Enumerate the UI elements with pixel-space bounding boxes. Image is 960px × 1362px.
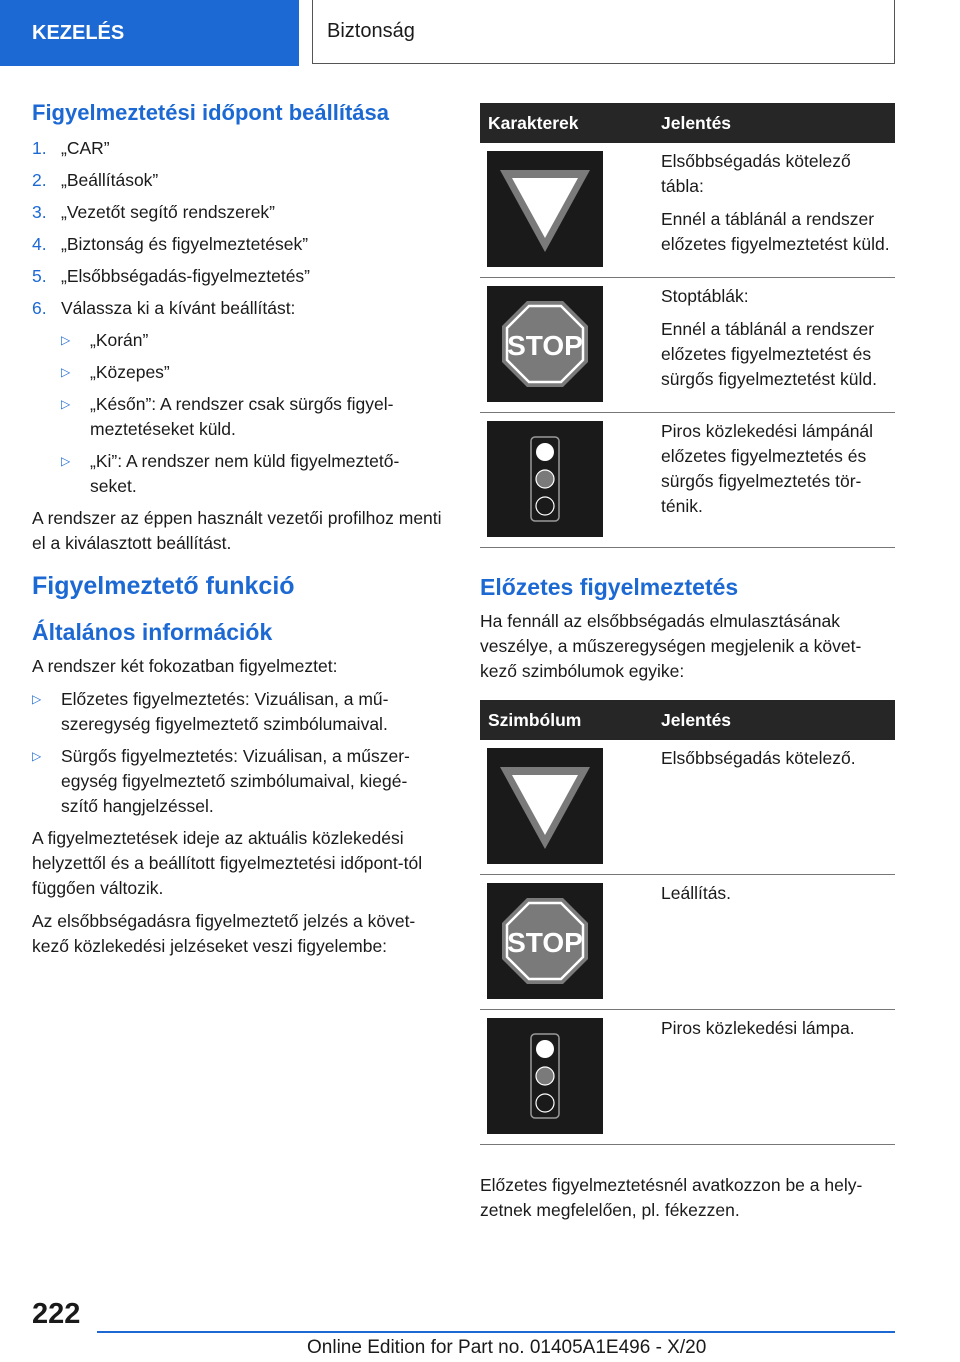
bullet-triangle-icon: ▷	[61, 454, 71, 468]
yield-sign-icon	[487, 151, 603, 267]
column-header: Szimbólum	[480, 700, 653, 740]
list-item: 4. „Biztonság és figyelmeztetések”	[32, 234, 309, 254]
yield-sign-icon	[487, 748, 603, 864]
heading-general-info: Általános információk	[32, 619, 273, 645]
list-item: 5. „Elsőbbségadás-figyelmeztetés”	[32, 266, 311, 286]
list-item: 1. „CAR”	[32, 138, 110, 158]
list-item: 2. „Beállítások”	[32, 170, 159, 190]
column-header: Jelentés	[653, 700, 895, 740]
column-header: Karakterek	[480, 103, 653, 143]
list-item: ▷ „Későn”: A rendszer csak sürgős figyel- meztetéseket küld.	[61, 392, 452, 442]
svg-text:STOP: STOP	[507, 330, 583, 361]
section-title: KEZELÉS	[32, 21, 125, 44]
bullet-triangle-icon: ▷	[61, 333, 71, 347]
list-item: 3. „Vezetőt segítő rendszerek”	[32, 202, 275, 222]
table-row: Elsőbbségadás kötelező.	[480, 740, 895, 875]
list-item: ▷ Sürgős figyelmeztetés: Vizuálisan, a műszer- egység figyelmeztető szimbólumaival, kiegé- szítő hangjelzéssel.	[32, 744, 452, 819]
table-row: Piros közlekedési lámpa.	[480, 1010, 895, 1145]
stop-sign-icon	[487, 286, 603, 402]
paragraph: A figyelmeztetések ideje az aktuális közlekedési helyzettől és a beállított figyelmeztetési időpont-tól függően változik.	[32, 828, 423, 898]
list-item: ▷ „Korán”	[61, 328, 452, 353]
bullet-triangle-icon: ▷	[61, 365, 71, 379]
footer-divider	[97, 1331, 895, 1333]
table-row: STOP Stoptáblák: Ennél a táblánál a rendszer előzetes figyelmeztetést és sürgős figyelmeztetést küld.	[480, 278, 895, 413]
stop-sign-icon	[487, 883, 603, 999]
edition-text: Online Edition for Part no. 01405A1E496 - X/20	[307, 1337, 707, 1358]
table-header-row	[480, 103, 895, 143]
svg-text:STOP: STOP	[507, 927, 583, 958]
steps-list	[32, 136, 452, 321]
table-row: Elsőbbségadás kötelező tábla: Ennél a táblánál a rendszer előzetes figyelmeztetést küld.	[480, 143, 895, 278]
table-row: STOP Leállítás.	[480, 875, 895, 1010]
column-header: Jelentés	[653, 103, 895, 143]
list-item: ▷ „Ki”: A rendszer nem küld figyelmeztető- seket.	[61, 449, 452, 499]
topic-title: Biztonság	[327, 20, 415, 42]
list-item: ▷ „Közepes”	[61, 360, 452, 385]
right-column	[480, 103, 895, 1231]
list-item: ▷ Előzetes figyelmeztetés: Vizuálisan, a mű- szeregység figyelmeztető szimbólumaival.	[32, 687, 452, 737]
table-header-row	[480, 700, 895, 740]
traffic-light-icon	[487, 1018, 603, 1134]
traffic-light-icon	[487, 421, 603, 537]
bullet-triangle-icon: ▷	[32, 692, 42, 706]
paragraph: A rendszer az éppen használt vezetői profilhoz menti el a kiválasztott beállítást.	[32, 508, 442, 553]
paragraph: A rendszer két fokozatban figyelmeztet:	[32, 656, 338, 676]
options-list	[32, 328, 452, 499]
bullet-triangle-icon: ▷	[32, 749, 42, 763]
heading-pre-warning: Előzetes figyelmeztetés	[480, 574, 739, 600]
heading-warning-timing: Figyelmeztetési időpont beállítása	[32, 100, 389, 125]
list-item: 6. Válassza ki a kívánt beállítást:	[32, 298, 296, 318]
signs-table	[480, 103, 895, 548]
paragraph: Ha fennáll az elsőbbségadás elmulasztásának veszélye, a műszeregységen megjelenik a követ-kező szimbólumok egyike:	[480, 611, 862, 681]
paragraph: Előzetes figyelmeztetésnél avatkozzon be a hely-zetnek megfelelően, pl. fékezzen.	[480, 1175, 863, 1220]
table-row: Piros közlekedési lámpánál előzetes figyelmeztetés és sürgős figyelmeztetés tör-ténik.	[480, 413, 895, 548]
heading-warning-function: Figyelmeztető funkció	[32, 572, 295, 600]
paragraph: Az elsőbbségadásra figyelmeztető jelzés a követ-kező közlekedési jelzéseket veszi figyelembe:	[32, 911, 416, 956]
section-tab	[0, 0, 299, 66]
bullet-triangle-icon: ▷	[61, 397, 71, 411]
symbols-table	[480, 700, 895, 1145]
topic-tab	[312, 0, 895, 64]
page-number: 222	[32, 1298, 81, 1330]
left-column	[32, 100, 452, 967]
